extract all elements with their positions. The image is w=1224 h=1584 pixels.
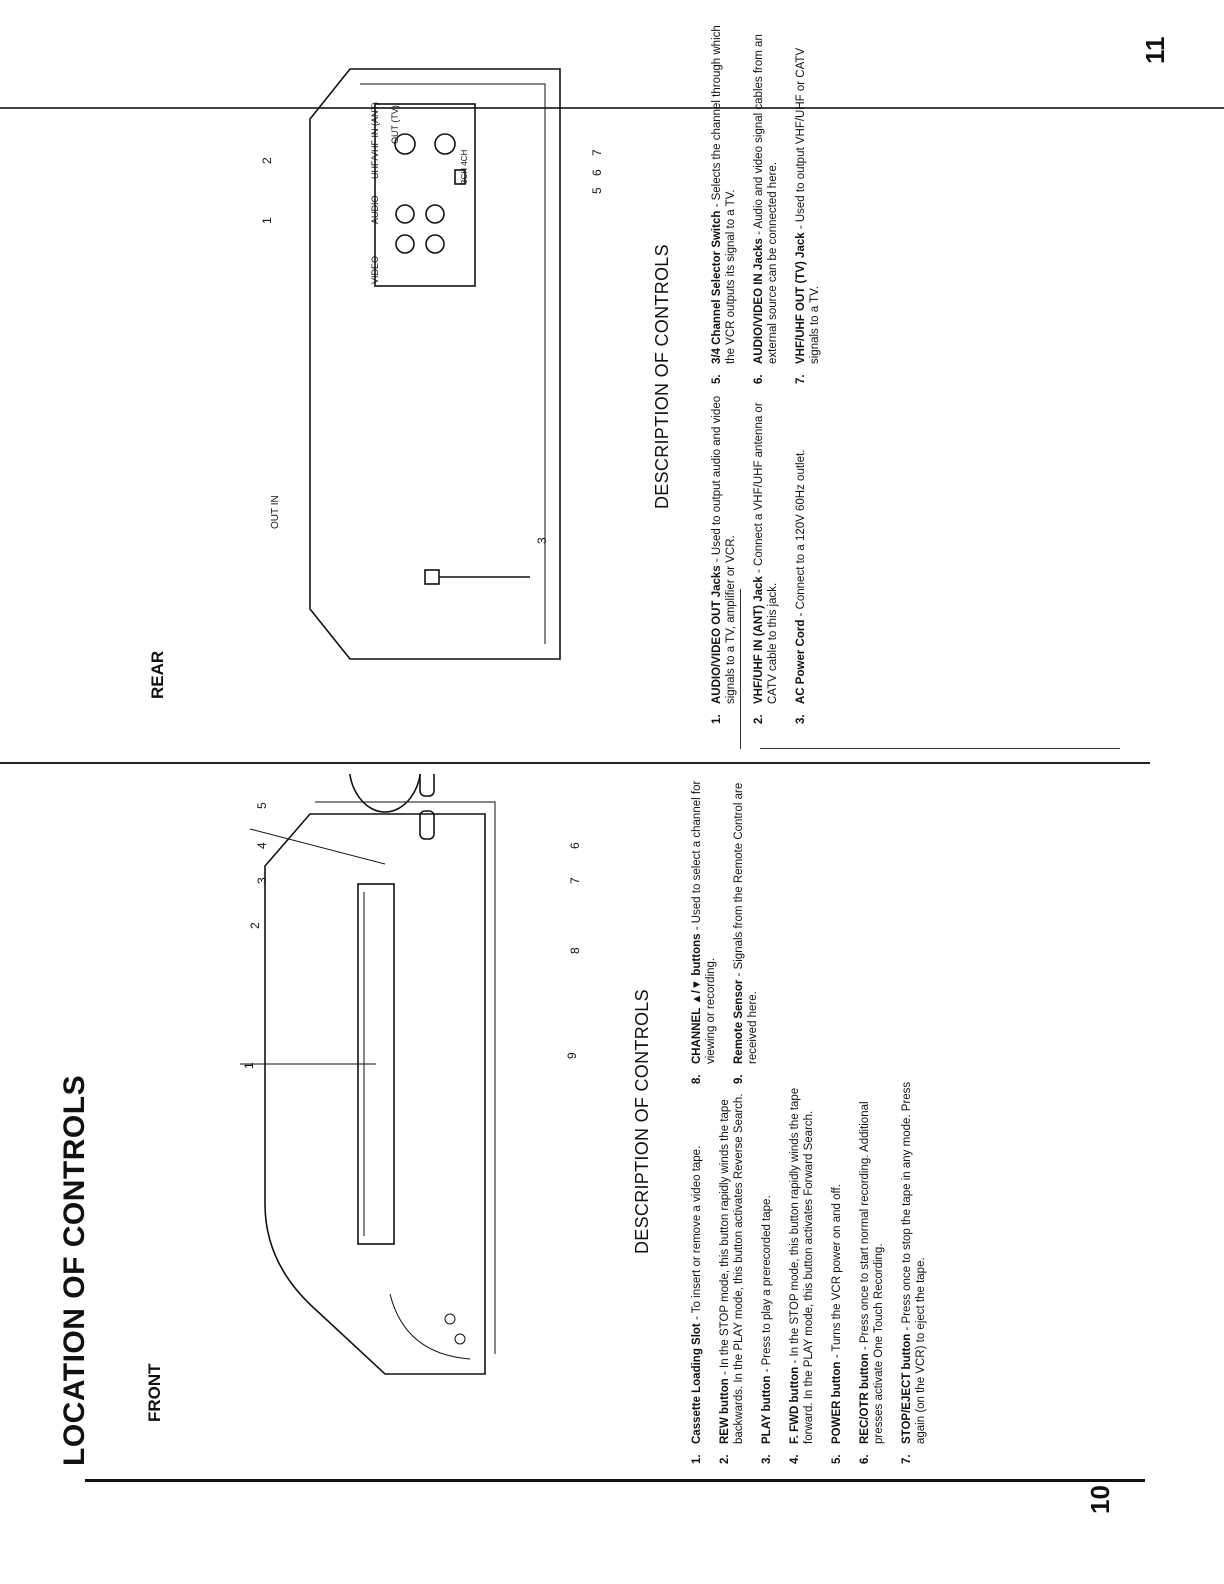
- video-out-jack: [396, 235, 414, 253]
- tv-out-jack: [435, 134, 455, 154]
- rear-column-rule: [760, 748, 1120, 749]
- page-number-left: 10: [1085, 1485, 1115, 1514]
- indicator-dot: [445, 1314, 455, 1324]
- front-section-label: FRONT: [145, 1363, 164, 1422]
- front-callout-4: 4: [255, 842, 269, 849]
- channel-up-button: [420, 811, 434, 839]
- front-left-arc: [390, 1294, 470, 1359]
- vcr-front-body: [265, 814, 485, 1374]
- panel-label-audio: AUDIO: [370, 195, 380, 224]
- vcr-rear-illustration: [200, 44, 630, 684]
- panel-label-ant-in: UHF/VHF IN (ANT): [370, 102, 380, 179]
- list-item: 9. Remote Sensor - Signals from the Remote Control are received here.: [733, 782, 759, 1084]
- panel-label-video: VIDEO: [370, 255, 380, 284]
- channel-down-button: [420, 774, 434, 796]
- list-item: 7. VHF/UHF OUT (TV) Jack - Used to output VHF/UHF or CATV signals to a TV.: [795, 47, 821, 384]
- power-cord-inlet: [425, 570, 439, 584]
- rear-description-heading: DESCRIPTION OF CONTROLS: [652, 244, 672, 509]
- page-title: LOCATION OF CONTROLS: [58, 1074, 91, 1466]
- rear-controls-list-right: [710, 24, 836, 384]
- vcr-front-illustration: [220, 774, 620, 1414]
- audio-out-jack: [396, 205, 414, 223]
- list-item: 7. STOP/EJECT button - Press once to stop the tape in any mode. Press again (on the VCR) to eject the tape.: [901, 1081, 927, 1464]
- list-item: 5. 3/4 Channel Selector Switch - Selects the channel through which the VCR outputs its signal to a TV.: [711, 25, 737, 384]
- list-item: 1. Cassette Loading Slot - To insert or remove a video tape.: [691, 1145, 703, 1464]
- indicator-dot: [455, 1334, 465, 1344]
- rear-callout-3: 3: [535, 537, 549, 544]
- list-item: 5. POWER button - Turns the VCR power on and off.: [831, 1184, 843, 1464]
- list-item: 6. REC/OTR button - Press once to start normal recording. Additional presses activate One Touch Recording.: [859, 1101, 885, 1464]
- front-controls-list-right: [690, 764, 774, 1084]
- list-item: 6. AUDIO/VIDEO IN Jacks - Audio and video signal cables from an external source can be connected here.: [753, 34, 779, 384]
- rear-callout-2: 2: [260, 157, 274, 164]
- rear-callout-5: 5: [590, 187, 604, 194]
- panel-label-out-in: OUT IN: [270, 495, 281, 529]
- video-in-jack: [426, 235, 444, 253]
- list-item: 3. AC Power Cord - Connect to a 120V 60Hz outlet.: [795, 449, 807, 724]
- front-callout-3: 3: [255, 877, 269, 884]
- front-callout-2: 2: [248, 922, 262, 929]
- page-number-right: 11: [1140, 36, 1170, 64]
- rear-section-label: REAR: [148, 650, 167, 699]
- title-rule: [85, 1479, 1145, 1482]
- page-divider: [0, 762, 1150, 764]
- rear-callout-7: 7: [590, 149, 604, 156]
- list-item: 8. CHANNEL ▲/▼ buttons - Used to select a channel for viewing or recording.: [691, 780, 717, 1084]
- audio-in-jack: [426, 205, 444, 223]
- front-callout-1: 1: [242, 1062, 256, 1069]
- panel-label-tv-out: OUT (TV): [390, 105, 400, 144]
- rear-callout-6: 6: [590, 169, 604, 176]
- front-callout-8: 8: [568, 947, 582, 954]
- list-item: 4. F. FWD button - In the STOP mode, this button rapidly winds the tape forward. In the PLAY mode, this button activates Forward Search.: [789, 1087, 815, 1464]
- list-item: 1. AUDIO/VIDEO OUT Jacks - Used to output audio and video signals to a TV, amplifier or VCR.: [711, 395, 737, 724]
- rear-controls-list-left: [710, 394, 822, 724]
- list-item: 2. VHF/UHF IN (ANT) Jack - Connect a VHF/UHF antenna or CATV cable to this jack.: [753, 402, 779, 724]
- transport-dial: [349, 774, 421, 812]
- list-item: 3. PLAY button - Press to play a prerecorded tape.: [761, 1195, 773, 1464]
- vcr-rear-inner-edge: [360, 84, 545, 644]
- rear-callout-1: 1: [260, 217, 274, 224]
- front-callout-7: 7: [568, 877, 582, 884]
- front-description-heading: DESCRIPTION OF CONTROLS: [632, 989, 652, 1254]
- front-callout-5: 5: [255, 802, 269, 809]
- vcr-front-base: [315, 802, 495, 1354]
- front-controls-list-left: [690, 1074, 942, 1464]
- list-item: 2. REW button - In the STOP mode, this button rapidly winds the tape backwards. In the PLAY mode, this button activates Reverse Search.: [719, 1093, 745, 1464]
- front-callout-6: 6: [568, 842, 582, 849]
- panel-label-ch-switch: 3CH 4CH: [460, 149, 469, 184]
- front-callout-9: 9: [565, 1052, 579, 1059]
